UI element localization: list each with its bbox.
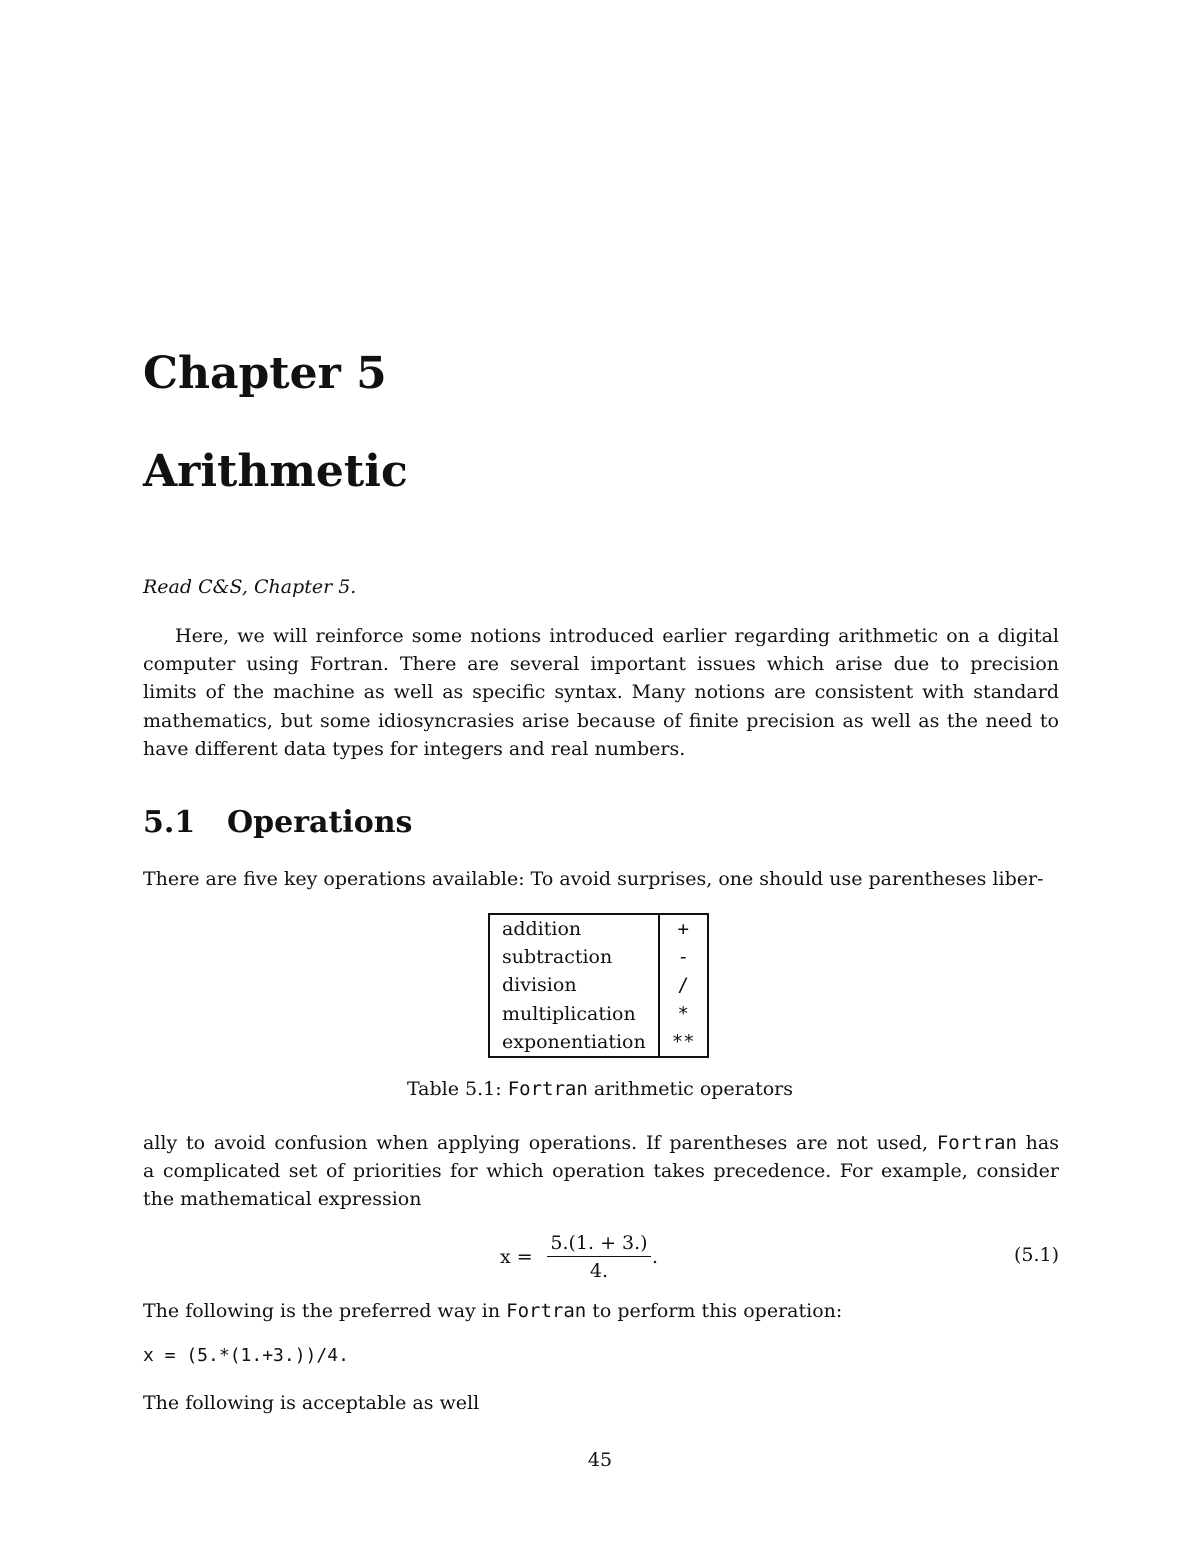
operator-symbol: * [659, 1000, 708, 1028]
acceptable-paragraph [143, 1389, 1059, 1417]
caption-code: Fortran [507, 1078, 588, 1100]
table-caption [0, 1076, 1200, 1102]
priority-line-2: a complicated set of priorities for which operation takes precedence. For example, consider [143, 1160, 1059, 1183]
operator-symbol: - [659, 943, 708, 971]
operation-name: multiplication [502, 1002, 636, 1025]
equation-lhs: x = [500, 1246, 533, 1268]
table-row [489, 971, 708, 999]
intro-paragraph [143, 622, 1059, 763]
operators-table [488, 913, 709, 1058]
caption-prefix: Table 5.1: [406, 1078, 508, 1100]
acceptable-line: The following is acceptable as well [143, 1392, 480, 1414]
priority-line-1-b: has [1016, 1132, 1059, 1154]
section-heading [143, 804, 412, 842]
chapter-label: Chapter 5 [143, 348, 387, 399]
reading-note: Read C&S, Chapter 5. [143, 576, 357, 598]
section-number: 5.1 [143, 805, 196, 840]
priority-line-1-a: ally to avoid confusion when applying operations. If parentheses are not used, [143, 1132, 937, 1154]
preferred-line [143, 1297, 1059, 1325]
preferred-line-b: to perform this operation: [586, 1300, 843, 1322]
caption-suffix: arithmetic operators [587, 1078, 793, 1100]
section-title: Operations [227, 805, 413, 840]
equation-denominator: 4. [589, 1260, 609, 1282]
intro-line-1: Here, we will reinforce some notions introduced earlier regarding arithmetic on a digital [175, 625, 1059, 647]
preferred-paragraph [143, 1297, 1059, 1325]
operation-name: subtraction [502, 946, 613, 969]
equation-period: . [652, 1246, 659, 1268]
intro-line-2 [143, 650, 1059, 678]
operator-symbol: + [659, 914, 708, 943]
table-row [489, 1028, 708, 1057]
intro-line-3: limits of the machine as well as specific syntax. Many notions are consistent with standard [143, 681, 1059, 704]
operation-name: exponentiation [502, 1030, 646, 1053]
table-row [489, 1000, 708, 1028]
intro-line-2-text: computer using Fortran. There are several important issues which arise due to precision [143, 653, 1059, 676]
equation-fraction [547, 1230, 651, 1285]
operations-intro-paragraph [143, 865, 1059, 893]
operator-symbol: ** [659, 1028, 708, 1057]
intro-line-4: mathematics, but some idiosyncrasies arise because of finite precision as well as the need to [143, 709, 1059, 732]
page-number: 45 [587, 1449, 613, 1471]
table-row [489, 914, 708, 943]
priority-line-1-code: Fortran [936, 1132, 1017, 1154]
operator-symbol: / [659, 971, 708, 999]
chapter-title: Arithmetic [143, 446, 408, 497]
preferred-line-code: Fortran [506, 1300, 587, 1322]
operation-name: addition [502, 918, 582, 940]
table-row [489, 943, 708, 971]
code-example: x = (5.*(1.+3.))/4. [143, 1345, 349, 1366]
operation-name: division [502, 974, 577, 997]
operations-intro-line: There are five key operations available: To avoid surprises, one should use parentheses liber- [143, 868, 1044, 890]
priority-line-3: the mathematical expression [143, 1188, 422, 1211]
intro-line-5: have different data types for integers and real numbers. [143, 737, 686, 760]
priority-line-1 [143, 1129, 1059, 1157]
equation-number: (5.1) [1013, 1244, 1059, 1266]
preferred-line-a: The following is the preferred way in [143, 1300, 507, 1322]
priority-paragraph [143, 1129, 1059, 1214]
equation-numerator: 5.(1. + 3.) [547, 1230, 651, 1257]
